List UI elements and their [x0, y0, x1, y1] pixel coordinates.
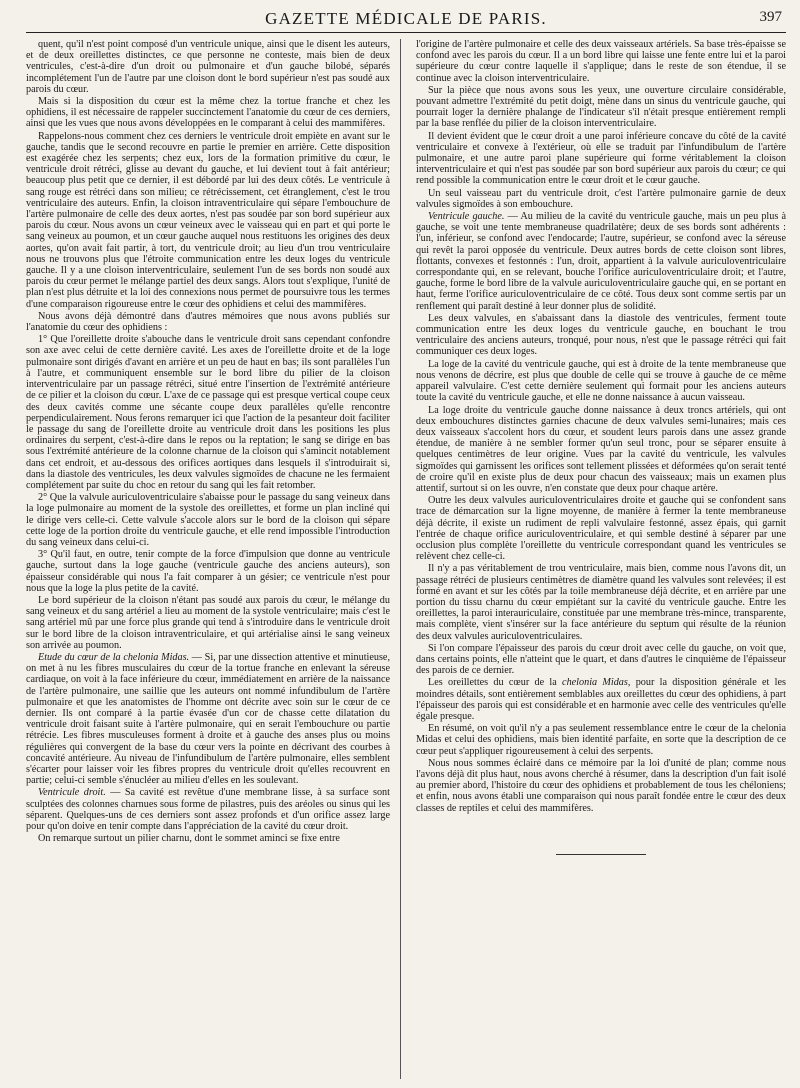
- paragraph: [26, 96, 390, 130]
- paragraph: [26, 549, 390, 594]
- paragraph: [416, 495, 786, 562]
- paragraph-text: La loge droite du ventricule gauche donne naissance à deux troncs artériels, qui ont deux embouchures distinctes garnies chacune de deux valvules semi-lunaires; mais ces deux vaisseaux s'accolent hors du cœur, et soudent leurs parois dans une assez grande étendue, de manière à ne sembler former qu'un seul tronc, pour se séparer ensuite à quelques centimètres de leur origine. Vues par la cavité du ventricule, les valvules sigmoïdes qui garnissent les orifices sont tellement plissées et déformées qu'on serait tenté de croire qu'il en existe plus de deux pour chacun des vaisseaux; mais un examen plus attentif, surtout si on les ouvre, n'en constate que deux pour chaque artère.: [416, 404, 786, 494]
- paragraph-text: — Sa cavité est revêtue d'une membrane lisse, à sa surface sont sculptées des colonnes charnues sous forme de pilastres, puis des aréoles ou sinus qui les séparent. Quelques-uns de ces derniers sont assez profonds et d'un orifice assez large pour qu'on doive en tenir compte dans l'appréciation de la cavité du cœur droit.: [26, 787, 390, 833]
- paragraph: [26, 833, 390, 844]
- paragraph: [416, 39, 786, 84]
- paragraph: [416, 643, 786, 677]
- paragraph-text: — Au milieu de la cavité du ventricule gauche, mais un peu plus à gauche, se voit une tente membraneuse quadrilatère; deux de ses bords sont adhérents : l'un, inférieur, se confond avec l'endocarde; l'autre, supérieur, se confond avec la séreuse qui revêt la paroi opposée du ventricule. Deux autres bords de cette cloison sont libres, flottants, convexes et festonnés : l'un, droit, appartient à la valvule auriculoventriculaire correspondante qui, en se relevant, bouche l'orifice auriculoventriculaire droit; et l'autre, gauche, forme le bord libre de la valvule auriculoventriculaire gauche qui, en se portant en haut, ferme l'orifice auriculoventriculaire de ce côté. Tous deux sont comme sertis par un renflement qui paraît destiné à leur donner plus de solidité.: [416, 211, 786, 312]
- paragraph: [416, 723, 786, 757]
- paragraph: [26, 334, 390, 491]
- paragraph-text: Nous nous sommes éclairé dans ce mémoire par la loi d'unité de plan; comme nous l'avons déjà dit plus haut, nous avons cherché à résumer, dans la description d'un fait isolé au premier abord, l'histoire du cœur des ophidiens et probablement de tous les chéloniens; et enfin, nous avons établi une comparaison qui nous paraît fondée entre le cœur des deux classes de reptiles et celui des mammifères.: [416, 757, 786, 814]
- paragraph: [416, 359, 786, 404]
- paragraph-text: La loge de la cavité du ventricule gauche, qui est à droite de la tente membraneuse que nous venons de décrire, est plus que double de celle qui se trouve à gauche de ce même appareil valvulaire. C'est cette dernière seulement qui formait pour les anciens auteurs toute la cavité du ventricule gauche, et elle ne donne naissance à aucun vaisseau.: [416, 358, 786, 404]
- paragraph: [416, 758, 786, 814]
- section-heading: Etude du cœur de la chelonia Midas.: [38, 651, 190, 663]
- paragraph: [26, 492, 390, 548]
- paragraph-text: Les oreillettes du cœur de la: [428, 677, 563, 689]
- text-columns: [26, 39, 786, 1079]
- paragraph-text: — Si, par une dissection attentive et minutieuse, on met à nu les fibres musculaires du cœur de la tortue franche en enlevant la séreuse cardiaque, on voit à la face inférieure du cœur, immédiatement en arrière de la naissance de l'artère pulmonaire, une saillie que les auteurs ont nommé infundibulum de l'artère pulmonaire et que les anatomistes de l'homme ont décrite avec soin sur le cœur de ce dernier. Ils ont comparé à la partie évasée d'un cor de chasse cette dilatation du ventricule droit faisant suite à l'artère pulmonaire, qui en serait l'embouchure ou partie rétrécie. Les fibres musculeuses forment à droite et à gauche des anses plus ou moins régulières qui convergent de la base du cœur vers la pointe en décrivant des courbes à concavité antérieure. Au niveau de l'infundibulum de l'artère pulmonaire, elles semblent s'écarter pour laisser voir les fibres propres du ventricule droit qu'elles recouvrent en partie; celui-ci semble s'énucléer au milieu d'elles en les soulevant.: [26, 651, 390, 787]
- paragraph-text: 2° Que la valvule auriculoventriculaire s'abaisse pour le passage du sang veineux dans la loge pulmonaire au moment de la systole des oreillettes, et forme un plan incliné qui le dirige vers celle-ci. Cette valvule s'accole alors sur le bord de la cloison qui sépare cette loge de la portion droite du ventricule gauche, et elle rend impossible l'introduction du sang veineux dans celui-ci.: [26, 492, 390, 548]
- species-name: chelonia Midas: [562, 677, 628, 689]
- paragraph: [26, 131, 390, 310]
- end-rule: [556, 854, 646, 855]
- paragraph-text: Sur la pièce que nous avons sous les yeux, une ouverture circulaire considérable, pouvant admettre l'extrémité du petit doigt, mène dans un sinus du ventricule gauche, qui pourrait loger la dernière phalange de l'indicateur s'il n'était presque entièrement rempli par la base renflée du pilier de la cloison interventriculaire.: [416, 84, 786, 130]
- paragraph: [416, 85, 786, 130]
- paragraph: [26, 652, 390, 786]
- paragraph-text: Le bord supérieur de la cloison n'étant pas soudé aux parois du cœur, le mélange du sang veineux et du sang artériel a lieu au moment de la systole ventriculaire; mais c'est le sang artériel mû par une force plus grande qui tend à s'introduire dans le ventricule droit sur le bord libre de la cloison intraventriculaire, et qui artérialise ainsi le sang veineux son arrivée au poumon.: [26, 594, 390, 651]
- right-column: [412, 39, 786, 1079]
- paragraph-text: quent, qu'il n'est point composé d'un ventricule unique, ainsi que le disent les auteurs, et de deux oreillettes distinctes, ce que personne ne conteste, mais bien de deux ventricules, c'est-à-dire d'un droit ou pulmonaire et d'un gauche bilobé, séparés incomplétement l'un de l'autre par une cloison dont le bord supérieur n'est pas soudé aux parois du cœur.: [26, 39, 390, 95]
- paragraph-text: On remarque surtout un pilier charnu, dont le sommet aminci se fixe entre: [38, 833, 340, 845]
- paragraph-text: 1° Que l'oreillette droite s'abouche dans le ventricule droit sans cependant confondre son axe avec celui de cette dernière cavité. Les axes de l'oreillette droite et de la loge pulmonaire sont dirigés d'avant en arrière et un peu de haut en bas; ils sont parallèles l'un à l'autre, et communiquent ensemble sur le bord libre du pilier de la cloison interventriculaire par un passage rétréci, situé entre l'insertion de l'extrémité antérieure de ce pilier et la cloison du cœur. L'axe de ce passage qui est presque vertical coupe ceux des deux cavités comme une sécante coupe deux parallèles qu'elle rencontre perpendiculairement. Nous ferons remarquer ici que l'action de la pesanteur doit faciliter le passage du sang de l'oreillette droite au ventricule droit dans les positions les plus ordinaires du serpent, c'est-à-dire dans le repos ou la reptation; le sang se dirige en bas sous l'extrémité antérieure de la colonne charnue de la cloison qui s'amincit notablement dans cet endroit, et au-dessous des orifices aortiques dans lesquels il s'introduirait si, dans la diastole des ventricules, les deux valvules sigmoïdes de chacune ne les fermaient complétement par suite du choc en retour du sang qui les fait retomber.: [26, 334, 390, 491]
- paragraph-text: Nous avons déjà démontré dans d'autres mémoires que nous avons publiés sur l'anatomie du cœur des ophidiens :: [26, 310, 390, 334]
- journal-title: GAZETTE MÉDICALE DE PARIS.: [265, 9, 547, 28]
- paragraph-text: Il n'y a pas véritablement de trou ventriculaire, mais bien, comme nous l'avons dit, un passage rétréci de plusieurs centimètres de diamètre quand les valvules sont relevées; il est formé en avant et sur les côtés par la toile membraneuse déjà décrite, et en arrière par une portion du tissu charnu du cœur empiétant sur la cavité du ventricule gauche. Entre les oreillettes, la paroi interauriculaire, constituée par une membrane très-mince, transparente, mais complète, vient s'insérer sur la face antérieure du septum qui résulte de la réunion des deux valvules auriculoventriculaires.: [416, 563, 786, 642]
- paragraph-text: Un seul vaisseau part du ventricule droit, c'est l'artère pulmonaire garnie de deux valvules sigmoïdes à son embouchure.: [416, 187, 786, 210]
- paragraph-text: Si l'on compare l'épaisseur des parois du cœur droit avec celle du gauche, on voit que, dans certains points, elle n'atteint que le quart, et dans d'autres le cinquième de l'épaisseur des parois de ce dernier.: [416, 642, 786, 677]
- paragraph-text: 3° Qu'il faut, en outre, tenir compte de la force d'impulsion que donne au ventricule gauche, surtout dans la loge gauche (ventricule gauche des anciens auteurs), son épaisseur considérable qui nous l'a fait comparer à un gésier; ce ventricule n'est pour nous que la loge la plus petite de la cavité.: [26, 549, 390, 594]
- paragraph: [26, 311, 390, 333]
- paragraph-text: Outre les deux valvules auriculoventriculaires droite et gauche qui se confondent sans trace de démarcation sur la ligne moyenne, de manière à fermer la tente membraneuse déjà décrite, il existe un rudiment de repli valvulaire festonné, assez épais, qui garnit l'entrée de chaque orifice auriculoventriculaire, et qui semble destiné à séparer par une occlusion plus complète l'oreillette du ventricule correspondant quand les ventricules se relèvent chez celle-ci.: [416, 495, 786, 563]
- paragraph: [416, 563, 786, 641]
- paragraph: [416, 405, 786, 495]
- section-heading: Ventricule droit.: [38, 787, 106, 799]
- paragraph: [416, 211, 786, 312]
- paragraph: [26, 595, 390, 651]
- paragraph: [416, 677, 786, 722]
- paragraph: [416, 188, 786, 210]
- paragraph-text: En résumé, on voit qu'il n'y a pas seulement ressemblance entre le cœur de la chelonia Midas et celui des ophidiens, mais bien identité parfaite, en sorte que la description de ce cœur peut s'appliquer rigoureusement à celui des serpents.: [416, 723, 786, 757]
- paragraph: [416, 313, 786, 358]
- paragraph: [26, 787, 390, 832]
- page-number: 397: [759, 9, 782, 25]
- paragraph-text: Rappelons-nous comment chez ces derniers le ventricule droit empiète en avant sur le gauche, tandis que le second recouvre en partie le premier en arrière. Cette disposition est exagérée chez les serpents; chez eux, lors de la formation primitive du cœur, le ventricule droit rétréci, glisse au devant du gauche, et lui devient tout à fait antérieur; beaucoup plus petit que ce dernier, il est débordé par lui des deux côtés. Le ventricule à sang rouge est rétréci dans son milieu; ce rétrécissement, cet étranglement, c'est le trou ventriculaire des auteurs. Enfin, la cloison intraventriculaire qui sépare l'embouchure de l'artère pulmonaire de celle des deux aortes, n'est pas soudée par son bord supérieur aux parois du cœur. Nous avons un cœur veineux avec le vaisseau qui en part et qui porte le sang veineux au poumon, et un cœur gauche auquel nous restituons les origines des deux aortes, qu'on avait fait partir, à tort, du ventricule droit; au lieu d'un trou ventriculaire nous ne trouvons plus que l'étroite communication entre les deux loges du ventricule gauche. Il y a une cloison interventriculaire, seulement l'un de ses bords non soudé aux parois du cœur permet le mélange partiel des deux sangs. Alors tout s'explique, l'unité de plan n'est plus détruite et la loi des connexions nous permet de poursuivre tous les termes d'une comparaison rigoureuse entre le cœur des ophidiens et celui des mammifères.: [26, 130, 390, 310]
- section-heading: Ventricule gauche.: [428, 211, 505, 223]
- paragraph: [26, 39, 390, 95]
- paragraph-text: Il devient évident que le cœur droit a une paroi inférieure concave du côté de la cavité ventriculaire et convexe à l'extérieur, où elle se traduit par l'infundibulum de l'artère pulmonaire, et une autre paroi plane supérieure qui forme véritablement la cloison interventriculaire et qui n'est pas soudée par son bord supérieur aux parois du cœur; ce qui rend possible la communication entre le cœur droit et le cœur gauche.: [416, 130, 786, 187]
- left-column: [26, 39, 401, 1079]
- paragraph-text: Mais si la disposition du cœur est la même chez la tortue franche et chez les ophidiens, il est nécessaire de rappeler succinctement l'anatomie du cœur de ces derniers, ainsi que les vues que nous avons développées en le comparant à celui des mammifères.: [26, 96, 390, 130]
- paragraph-text: l'origine de l'artère pulmonaire et celle des deux vaisseaux artériels. Sa base très-épaisse se confond avec les parois du cœur. Il a un bord libre qui laisse une fente entre lui et la paroi supérieure du cœur contre laquelle il s'applique; dans le reste de son étendue, il se continue avec la cloison interventriculaire.: [416, 39, 786, 84]
- paragraph-text: Les deux valvules, en s'abaissant dans la diastole des ventricules, ferment toute communication entre les deux loges du ventricule gauche, en bouchant le trou ventriculaire des anciens auteurs, tronqué, pour nous, n'est que le passage rétréci qui fait communiquer ces deux loges.: [416, 312, 786, 358]
- paragraph: [416, 131, 786, 187]
- paragraph-text: , pour la disposition générale et les moindres détails, sont entièrement semblables aux oreillettes du cœur des ophidiens, à part l'épaisseur des parois qui est considérable et en harmonie avec celle des ventricules qu'elle égale presque.: [416, 677, 786, 722]
- page-header: [26, 6, 786, 33]
